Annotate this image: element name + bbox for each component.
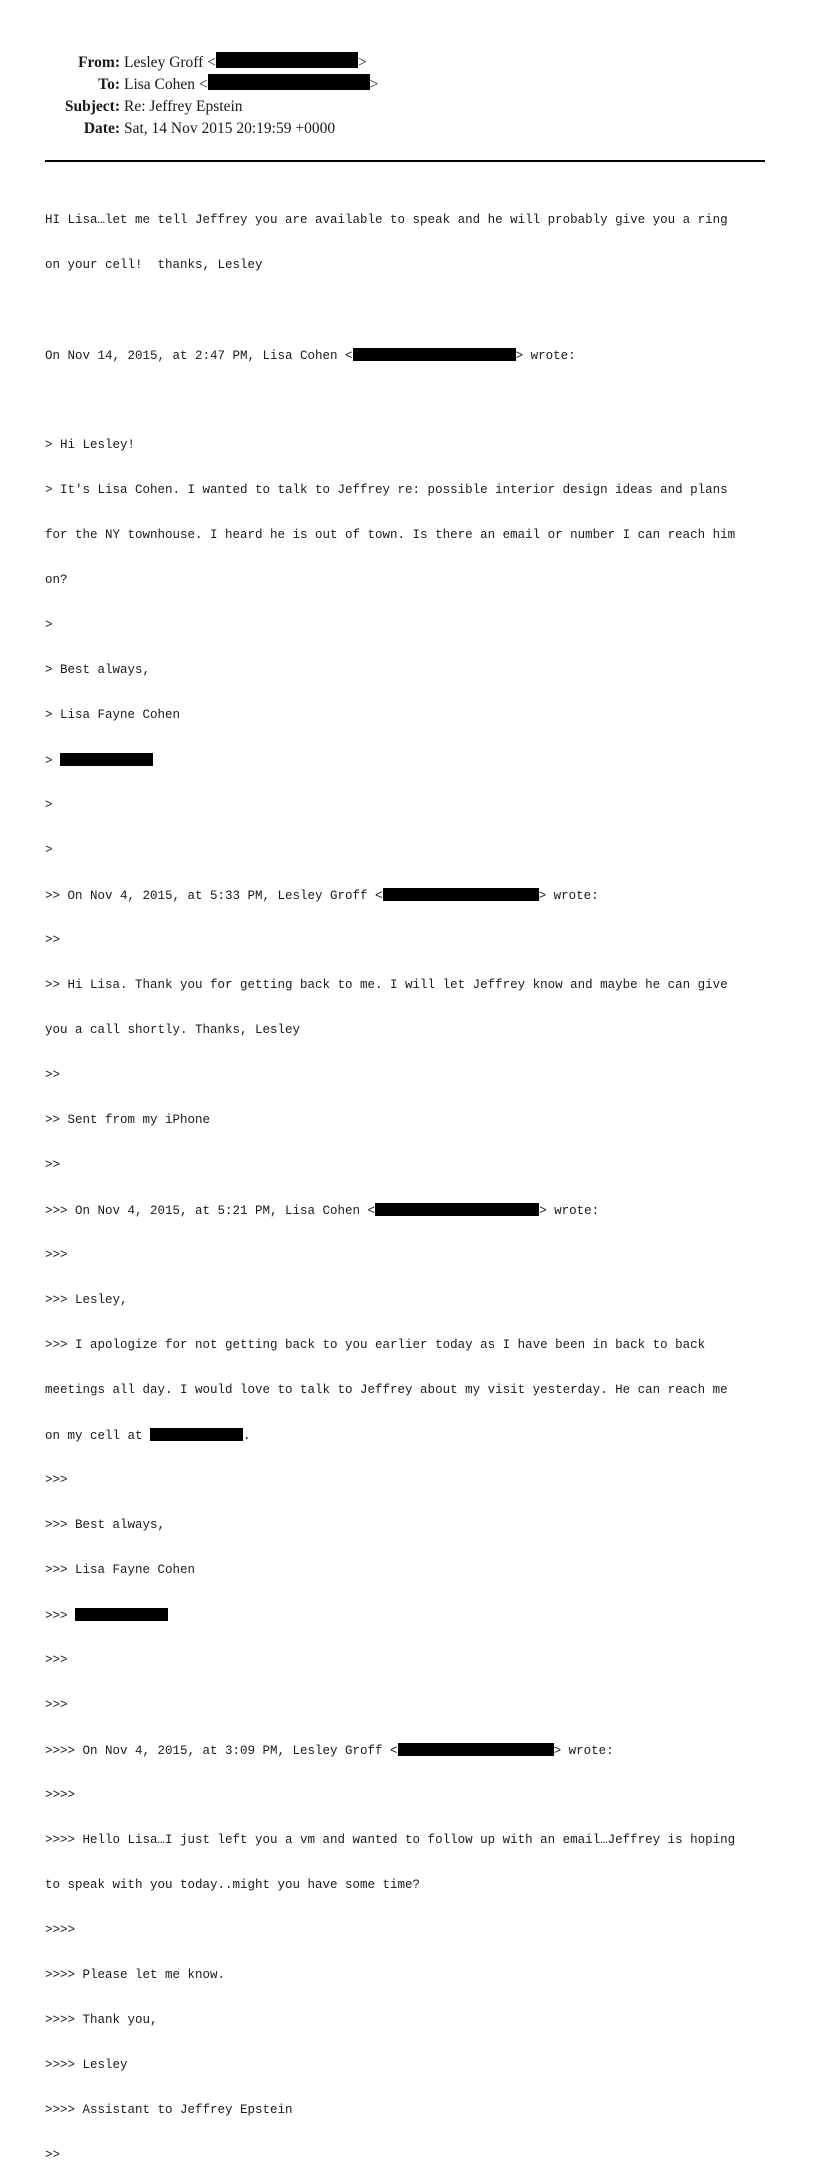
redaction-box [150, 1428, 243, 1441]
redacted-line [45, 753, 775, 768]
quote-header-line [45, 1743, 775, 1758]
to-value: Lisa Cohen < [124, 76, 208, 93]
redaction-box [353, 348, 516, 361]
body-line: >>>> Lesley [45, 2058, 128, 2072]
body-line: for the NY townhouse. I heard he is out of town. Is there an email or number I can reach him [45, 528, 736, 542]
blank-line [45, 393, 775, 408]
redaction-box [208, 74, 370, 90]
body-line: >> [45, 933, 61, 947]
quote-header-line [45, 888, 775, 903]
body-line: >>>> Thank you, [45, 2013, 158, 2027]
body-line: >>> [45, 1473, 68, 1487]
redaction-box [398, 1743, 554, 1756]
body-line: >>>> Assistant to Jeffrey Epstein [45, 2103, 293, 2117]
body-text: on my cell at [45, 1429, 151, 1443]
from-row [0, 52, 816, 74]
subject-value: Re: Jeffrey Epstein [124, 98, 243, 115]
blank-line [45, 303, 775, 318]
redaction-box [383, 888, 539, 901]
body-line: > Hi Lesley! [45, 438, 136, 452]
subject-row [0, 96, 816, 118]
body-line: >>> [45, 1653, 68, 1667]
body-line: >> Sent from my iPhone [45, 1113, 211, 1127]
body-line: >>> Best always, [45, 1518, 166, 1532]
body-line: > Best always, [45, 663, 151, 677]
quote-header-text: >> On Nov 4, 2015, at 5:33 PM, Lesley Groff < [45, 889, 383, 903]
body-line: >>> [45, 1248, 68, 1262]
to-row [0, 74, 816, 96]
body-line: > Lisa Fayne Cohen [45, 708, 181, 722]
from-label: From: [78, 54, 120, 71]
redacted-line [45, 1608, 775, 1623]
from-close-bracket: > [357, 54, 367, 71]
body-line: >>> [45, 1698, 68, 1712]
quote-header-end: > wrote: [515, 349, 576, 363]
body-line: >>>> [45, 1788, 76, 1802]
body-line: >> Hi Lisa. Thank you for getting back to me. I will let Jeffrey know and maybe he can give [45, 978, 728, 992]
quote-header-end: > wrote: [538, 889, 599, 903]
body-line: >> [45, 1068, 61, 1082]
body-line: >>>> [45, 1923, 76, 1937]
body-line: > [45, 843, 53, 857]
redaction-box [216, 52, 358, 68]
quote-header-line [45, 1203, 775, 1218]
body-line: >> [45, 1158, 61, 1172]
email-body [45, 183, 775, 2178]
body-line: > [45, 798, 53, 812]
body-line: you a call shortly. Thanks, Lesley [45, 1023, 301, 1037]
body-line: meetings all day. I would love to talk to Jeffrey about my visit yesterday. He can reach me [45, 1383, 728, 1397]
body-line: >>>> Hello Lisa…I just left you a vm and wanted to follow up with an email…Jeffrey is hoping [45, 1833, 736, 1847]
subject-label: Subject: [64, 98, 120, 115]
redacted-line [45, 1428, 775, 1443]
date-label: Date: [83, 120, 120, 137]
quote-header-text: >>> On Nov 4, 2015, at 5:21 PM, Lisa Cohen < [45, 1204, 376, 1218]
quote-header-end: > wrote: [553, 1744, 614, 1758]
header-divider [45, 160, 765, 162]
quote-header-text: >>>> On Nov 4, 2015, at 3:09 PM, Lesley Groff < [45, 1744, 398, 1758]
body-line: on? [45, 573, 68, 587]
quote-header-text: On Nov 14, 2015, at 2:47 PM, Lisa Cohen < [45, 349, 353, 363]
body-line: HI Lisa…let me tell Jeffrey you are available to speak and he will probably give you a ring [45, 213, 728, 227]
body-line: >>> I apologize for not getting back to you earlier today as I have been in back to back [45, 1338, 706, 1352]
redaction-box [60, 753, 153, 766]
body-line: >>> Lesley, [45, 1293, 128, 1307]
body-line: > It's Lisa Cohen. I wanted to talk to Jeffrey re: possible interior design ideas and plans [45, 483, 728, 497]
quote-header-line [45, 348, 775, 363]
quote-marker: >>> [45, 1609, 76, 1623]
date-value: Sat, 14 Nov 2015 20:19:59 +0000 [124, 120, 336, 137]
body-text-end: . [243, 1429, 251, 1443]
from-value: Lesley Groff < [124, 54, 216, 71]
body-line: on your cell! thanks, Lesley [45, 258, 263, 272]
quote-header-end: > wrote: [539, 1204, 600, 1218]
quote-marker: > [45, 754, 61, 768]
body-line: >>>> Please let me know. [45, 1968, 226, 1982]
body-line: >>> Lisa Fayne Cohen [45, 1563, 196, 1577]
email-header [0, 52, 816, 140]
to-close-bracket: > [369, 76, 379, 93]
redaction-box [375, 1203, 539, 1216]
body-line: to speak with you today..might you have some time? [45, 1878, 421, 1892]
body-line: > [45, 618, 53, 632]
date-row [0, 118, 816, 140]
to-label: To: [98, 76, 120, 93]
redaction-box [75, 1608, 168, 1621]
body-line: >> [45, 2148, 61, 2162]
